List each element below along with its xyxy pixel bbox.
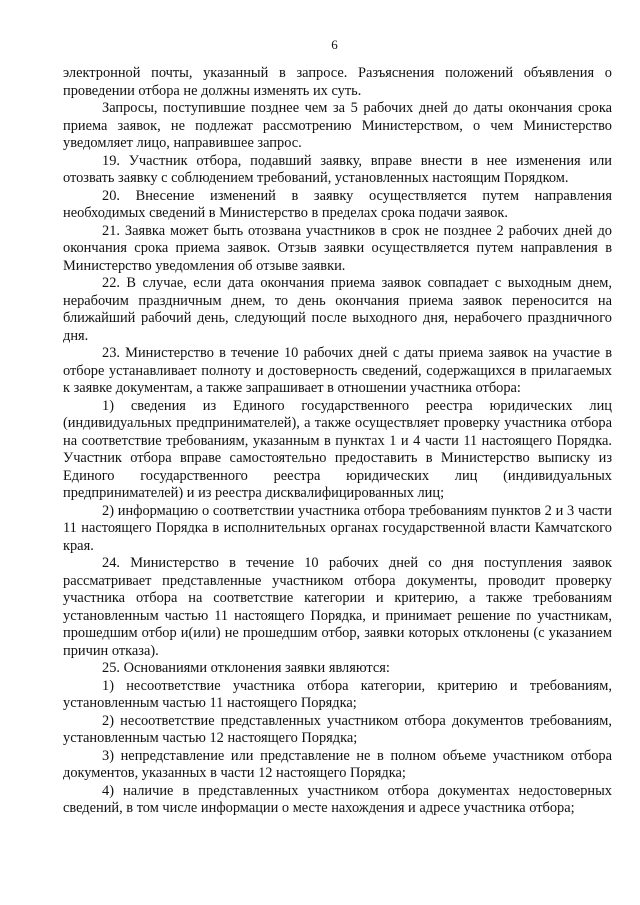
- paragraph-23-item-2: 2) информацию о соответствии участника отбора требованиям пунктов 2 и 3 части 11 настоящего Порядка в исполнительных органах государственной власти Камчатского края.: [63, 502, 612, 554]
- document-body: [63, 65, 612, 818]
- paragraph-20: 20. Внесение изменений в заявку осуществляется путем направления необходимых сведений в Министерство в пределах срока подачи заявок.: [63, 187, 612, 221]
- paragraph-19: 19. Участник отбора, подавший заявку, вправе внести в нее изменения или отозвать заявку с соблюдением требований, установленных настоящим Порядком.: [63, 152, 612, 186]
- paragraph-21: 21. Заявка может быть отозвана участников в срок не позднее 2 рабочих дней до окончания срока приема заявок. Отзыв заявки осуществляется путем направления в Министерство уведомления об отзыве заявки.: [63, 222, 612, 274]
- page-number: 6: [331, 37, 338, 52]
- paragraph-22: 22. В случае, если дата окончания приема заявок совпадает с выходным днем, нерабочим праздничным днем, то день окончания приема заявок переносится на ближайший рабочий день, следующий после выходного дня, нерабочего праздничного дня.: [63, 275, 612, 344]
- paragraph-25-item-4: 4) наличие в представленных участником отбора документах недостоверных сведений, в том числе информации о месте нахождения и адресе участника отбора;: [63, 782, 612, 816]
- paragraph-23-item-1: 1) сведения из Единого государственного реестра юридических лиц (индивидуальных предпринимателей), а также осуществляет проверку участника отбора на соответствие требованиям, указанным в пунктах 1 и 4 части 11 настоящего Порядка. Участник отбора вправе самостоятельно предоставить в Министерство выписку из Единого государственного реестра юридических лиц (индивидуальных предпринимателей) и из реестра дисквалифицированных лиц;: [63, 397, 612, 501]
- paragraph-requests: Запросы, поступившие позднее чем за 5 рабочих дней до даты окончания срока приема заявок, не подлежат рассмотрению Министерством, о чем Министерство уведомляет лицо, направившее запрос.: [63, 100, 612, 151]
- paragraph-24: 24. Министерство в течение 10 рабочих дней со дня поступления заявок рассматривает представленные участником отбора документы, проводит проверку участника отбора на соответствие категории и критерию, а также требованиям установленным частью 11 настоящего Порядка, и принимает решение по участникам, прошедшим отбор и(или) не прошедшим отбор, заявки которых отклонены (с указанием причин отказа).: [63, 555, 612, 659]
- paragraph-23: 23. Министерство в течение 10 рабочих дней с даты приема заявок на участие в отборе устанавливает полноту и достоверность сведений, содержащихся в прилагаемых к заявке документам, а также запрашивает в отношении участника отбора:: [63, 345, 612, 396]
- paragraph-25-item-1: 1) несоответствие участника отбора категории, критерию и требованиям, установленным частью 11 настоящего Порядка;: [63, 677, 612, 711]
- paragraph-25-item-2: 2) несоответствие представленных участником отбора документов требованиям, установленным частью 12 настоящего Порядка;: [63, 712, 612, 746]
- paragraph-25-item-3: 3) непредставление или представление не в полном объеме участником отбора документов, указанных в части 12 настоящего Порядка;: [63, 747, 612, 781]
- paragraph-25: 25. Основаниями отклонения заявки являются:: [102, 660, 390, 676]
- paragraph-continuation: электронной почты, указанный в запросе. Разъяснения положений объявления о проведении отбора не должны изменять их суть.: [63, 65, 612, 99]
